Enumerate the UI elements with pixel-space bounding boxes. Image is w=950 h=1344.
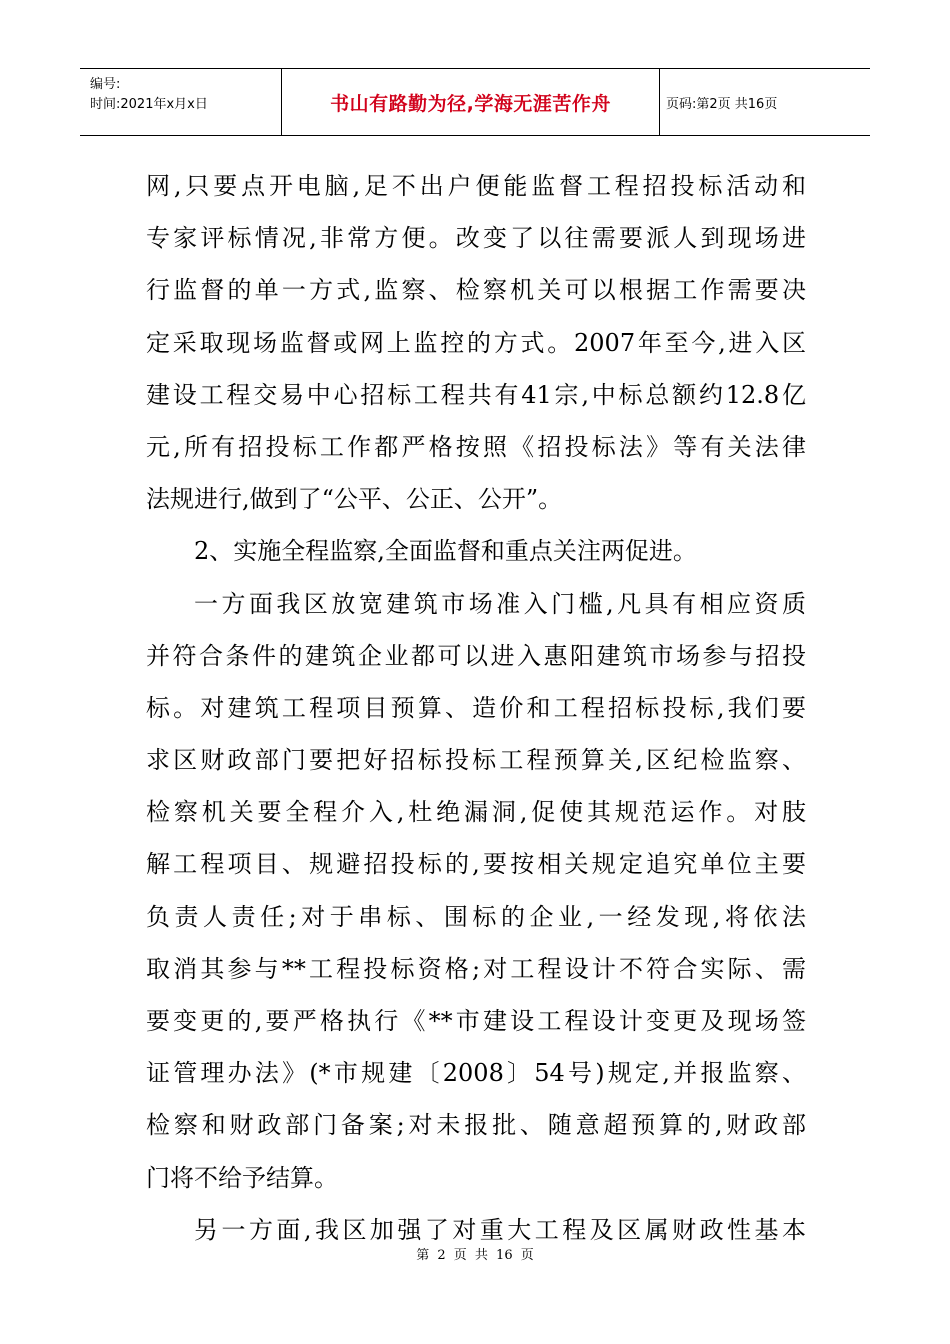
text-line: 证管理办法》(*市规建〔2008〕54号)规定,并报监察、 xyxy=(146,1059,806,1088)
text-line: 法规进行,做到了“公平、公正、公开”。 xyxy=(146,485,563,514)
time-label: 时间:2021年x月x日 xyxy=(90,97,208,112)
page-footer: 第 2 页 共 16 页 xyxy=(416,1248,534,1263)
text-line: 负责人责任;对于串标、围标的企业,一经发现,将依法 xyxy=(146,902,806,931)
text-line: 元,所有招投标工作都严格按照《招投标法》等有关法律 xyxy=(146,432,806,461)
text-line: 解工程项目、规避招投标的,要按相关规定追究单位主要 xyxy=(146,850,806,879)
header-page-info: 页码:第2页 共16页 xyxy=(666,96,778,112)
text-line: 检察机关要全程介入,杜绝漏洞,促使其规范运作。对肢 xyxy=(146,798,806,827)
header-motto: 书山有路勤为径,学海无涯苦作舟 xyxy=(282,69,660,135)
text-line: 检察和财政部门备案;对未报批、随意超预算的,财政部 xyxy=(146,1111,806,1140)
text-line: 建设工程交易中心招标工程共有41宗,中标总额约12.8亿 xyxy=(146,380,806,409)
text-line: 要变更的,要严格执行《**市建设工程设计变更及现场签 xyxy=(146,1007,806,1035)
text-line: 行监督的单一方式,监察、检察机关可以根据工作需要决 xyxy=(146,276,806,305)
text-line: 定采取现场监督或网上监控的方式。2007年至今,进入区 xyxy=(146,328,806,357)
text-line: 求区财政部门要把好招标投标工程预算关,区纪检监察、 xyxy=(146,746,806,775)
page-header xyxy=(80,68,870,136)
text-line: 并符合条件的建筑企业都可以进入惠阳建筑市场参与招投 xyxy=(146,641,806,670)
text-line: 网,只要点开电脑,足不出户便能监督工程招投标活动和 xyxy=(146,172,806,200)
text-line: 一方面我区放宽建筑市场准入门槛,凡具有相应资质 xyxy=(194,589,806,618)
text-line: 门将不给予结算。 xyxy=(146,1163,338,1192)
number-label: 编号: xyxy=(90,77,121,92)
header-meta xyxy=(80,69,282,135)
text-line: 专家评标情况,非常方便。改变了以往需要派人到现场进 xyxy=(146,224,806,253)
text-line: 取消其参与**工程投标资格;对工程设计不符合实际、需 xyxy=(146,954,806,983)
text-line: 另一方面,我区加强了对重大工程及区属财政性基本 xyxy=(194,1215,806,1244)
section-heading: 2、实施全程监察,全面监督和重点关注两促进。 xyxy=(194,537,697,566)
document-body xyxy=(146,160,806,1256)
text-line: 标。对建筑工程项目预算、造价和工程招标投标,我们要 xyxy=(146,693,806,722)
